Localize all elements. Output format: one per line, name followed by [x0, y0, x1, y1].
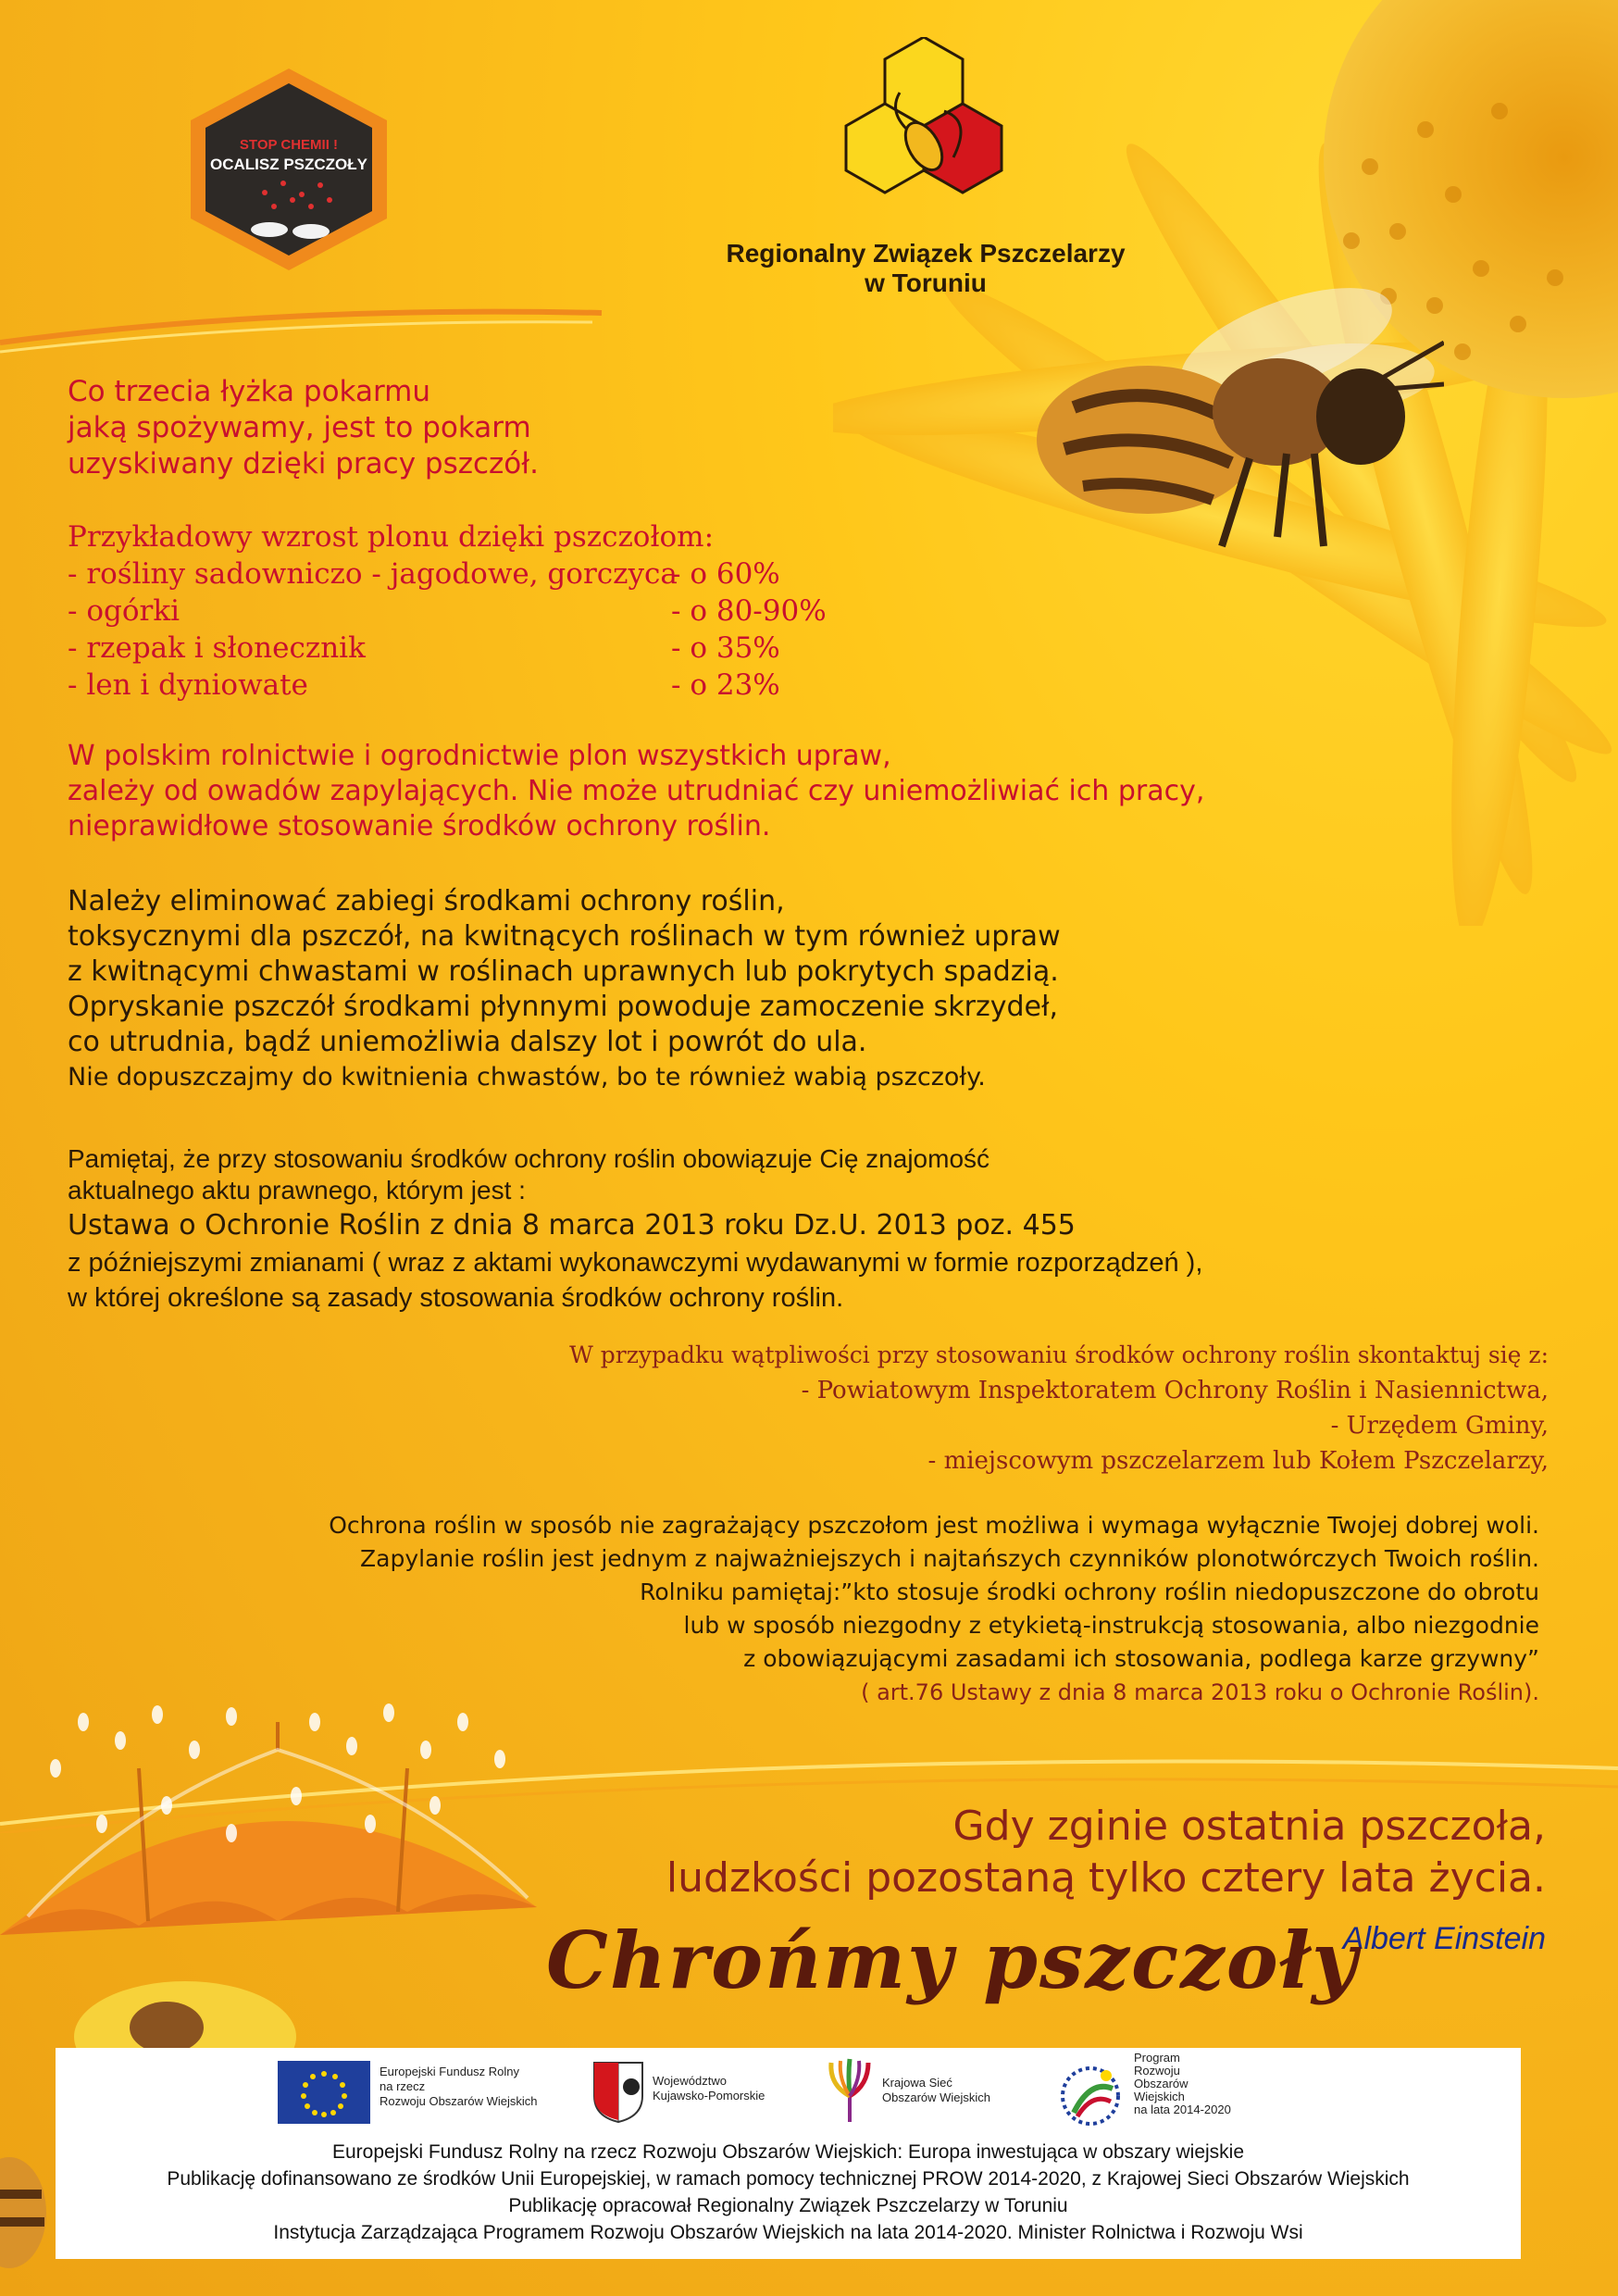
footer-text-block: [56, 2139, 1521, 2246]
paragraph-line: Należy eliminować zabiegi środkami ochrony roślin,: [68, 885, 785, 917]
paragraph-line: z kwitnącymi chwastami w roślinach uprawnych lub pokrytych spadzią.: [68, 955, 1059, 988]
ksow-logo-icon: [822, 2057, 877, 2124]
badge-top-text: STOP CHEMII !: [239, 137, 339, 153]
crop-name: - ogórki: [68, 594, 180, 628]
paragraph-pollinators: [68, 739, 1204, 844]
crop-value: - o 80-90%: [671, 594, 827, 628]
paragraph-line: zależy od owadów zapylających. Nie może utrudniać czy uniemożliwiać ich pracy,: [68, 775, 1205, 807]
crop-row: [68, 630, 901, 667]
intro-line: jaką spożywamy, jest to pokarm: [68, 411, 531, 444]
logo-caption-line: na lata 2014-2020: [1134, 2103, 1231, 2116]
paragraph-spraying: [68, 884, 1061, 1095]
crop-row: [68, 667, 901, 704]
paragraph-line: W polskim rolnictwie i ogrodnictwie plon wszystkich upraw,: [68, 740, 891, 772]
intro-block: [68, 374, 539, 482]
crop-value: - o 60%: [671, 557, 780, 591]
rzp-honeycomb-logo: [815, 37, 1046, 222]
logo-caption-line: Obszarów Wiejskich: [882, 2090, 991, 2104]
law-line: Pamiętaj, że przy stosowaniu środków ochrony roślin obowiązuje Cię znajomość: [68, 1144, 990, 1173]
contact-block: [370, 1338, 1549, 1479]
closing-line: Zapylanie roślin jest jednym z najważniejszych i najtańszych czynników plonotwórczych Twoich roślin.: [360, 1545, 1539, 1572]
footer-line: Instytucja Zarządzająca Programem Rozwoju Obszarów Wiejskich na lata 2014-2020. Minister Rolnictwa i Rozwoju Wsi: [273, 2222, 1303, 2243]
header-swoosh: [0, 278, 648, 370]
paragraph-line: co utrudnia, bądź uniemożliwia dalszy lot i powrót do ula.: [68, 1026, 867, 1058]
crop-value: - o 23%: [671, 668, 780, 702]
paragraph-line: Nie dopuszczajmy do kwitnienia chwastów, bo te również wabią pszczoły.: [68, 1063, 986, 1092]
closing-line: Rolniku pamiętaj:”kto stosuje środki ochrony roślin niedopuszczone do obrotu: [640, 1578, 1539, 1605]
crop-name: - rzepak i słonecznik: [68, 631, 366, 665]
badge-main-text: OCALISZ PSZCZOŁY: [210, 156, 367, 173]
logo-caption-line: Europejski Fundusz Rolny: [380, 2065, 520, 2078]
quote-line: Gdy zginie ostatnia pszczoła,: [952, 1803, 1546, 1850]
closing-line: lub w sposób niezgodny z etykietą-instrukcją stosowania, albo niezgodnie: [683, 1612, 1539, 1639]
region-coat-of-arms-icon: [591, 2059, 646, 2124]
eu-logo-caption: [380, 2065, 538, 2109]
contact-item: - Powiatowym Inspektoratem Ochrony Roślin i Nasiennictwa,: [801, 1377, 1549, 1404]
paragraph-line: nieprawidłowe stosowanie środków ochrony roślin.: [68, 810, 771, 842]
prow-logo-icon: [1055, 2061, 1129, 2126]
paragraph-line: Opryskanie pszczół środkami płynnymi powoduje zamoczenie skrzydeł,: [68, 991, 1059, 1023]
closing-line: Ochrona roślin w sposób nie zagrażający pszczołom jest możliwa i wymaga wyłącznie Twojej dobrej woli.: [329, 1512, 1539, 1539]
prow-logo-caption: [1134, 2052, 1231, 2116]
crop-row: [68, 555, 901, 593]
logo-caption-line: Wiejskich: [1134, 2090, 1185, 2103]
closing-citation: ( art.76 Ustawy z dnia 8 marca 2013 roku o Ochronie Roślin).: [861, 1679, 1539, 1705]
quote-author: Albert Einstein: [1342, 1921, 1546, 1956]
contact-item: - miejscowym pszczelarzem lub Kołem Pszczelarzy,: [927, 1447, 1549, 1475]
contact-heading: W przypadku wątpliwości przy stosowaniu środków ochrony roślin skontaktuj się z:: [569, 1341, 1549, 1368]
bee-illustration: [1009, 278, 1444, 593]
law-act-title: Ustawa o Ochronie Roślin z dnia 8 marca 2013 roku Dz.U. 2013 poz. 455: [68, 1209, 1076, 1242]
org-name-line2: w Toruniu: [865, 268, 987, 297]
slogan: Chrońmy pszczoły: [546, 1915, 1359, 2006]
funding-footer: [56, 2048, 1521, 2259]
crop-value: - o 35%: [671, 631, 780, 665]
quote-line: ludzkości pozostaną tylko cztery lata życia.: [666, 1854, 1546, 1902]
logo-caption-line: Rozwoju: [1134, 2064, 1180, 2078]
org-name-line1: Regionalny Związek Pszczelarzy: [726, 239, 1126, 268]
logo-caption-line: na rzecz: [380, 2079, 426, 2093]
law-line: w której określone są zasady stosowania środków ochrony roślin.: [68, 1283, 844, 1313]
crop-heading: Przykładowy wzrost plonu dzięki pszczołom:: [68, 520, 715, 554]
crop-row: [68, 593, 901, 630]
footer-line: Publikację dofinansowano ze środków Unii Europejskiej, w ramach pomocy technicznej PROW 2014-2020, z Krajowej Sieci Obszarów Wiejskich: [167, 2168, 1410, 2190]
einstein-quote: [463, 1801, 1546, 1904]
ksow-logo-caption: [882, 2076, 990, 2105]
crop-name: - rośliny sadowniczo - jagodowe, gorczyca: [68, 557, 678, 591]
eu-logo: [278, 2061, 370, 2128]
contact-item: - Urzędem Gminy,: [1330, 1412, 1549, 1440]
region-logo-caption: [653, 2074, 765, 2103]
footer-line: Publikację opracował Regionalny Związek Pszczelarzy w Toruniu: [508, 2195, 1068, 2216]
law-line: z późniejszymi zmianami ( wraz z aktami wykonawczymi wydawanymi w formie rozporządzeń ),: [68, 1248, 1203, 1278]
crop-yield-section: [68, 518, 901, 704]
logo-caption-line: Program: [1134, 2051, 1180, 2065]
law-line: aktualnego aktu prawnego, którym jest :: [68, 1176, 526, 1204]
intro-line: uzyskiwany dzięki pracy pszczół.: [68, 447, 539, 480]
intro-line: Co trzecia łyżka pokarmu: [68, 375, 430, 408]
corner-bee-illustration: [0, 2129, 56, 2296]
crop-name: - len i dyniowate: [68, 668, 308, 702]
closing-block: [185, 1509, 1539, 1709]
eu-flag-icon: [278, 2061, 370, 2124]
logo-caption-line: Obszarów: [1134, 2077, 1189, 2090]
paragraph-line: toksycznymi dla pszczół, na kwitnących roślinach w tym również upraw: [68, 920, 1061, 953]
logo-caption-line: Kujawsko-Pomorskie: [653, 2089, 765, 2103]
law-paragraph: [68, 1143, 1202, 1316]
logo-caption-line: Rozwoju Obszarów Wiejskich: [380, 2094, 538, 2108]
logo-caption-line: Województwo: [653, 2074, 727, 2088]
logo-caption-line: Krajowa Sieć: [882, 2076, 952, 2090]
stop-chemii-badge: [181, 63, 396, 276]
closing-line: z obowiązującymi zasadami ich stosowania, podlega karze grzywny”: [743, 1645, 1539, 1672]
footer-line: Europejski Fundusz Rolny na rzecz Rozwoju Obszarów Wiejskich: Europa inwestująca w obszary wiejskie: [331, 2141, 1245, 2163]
